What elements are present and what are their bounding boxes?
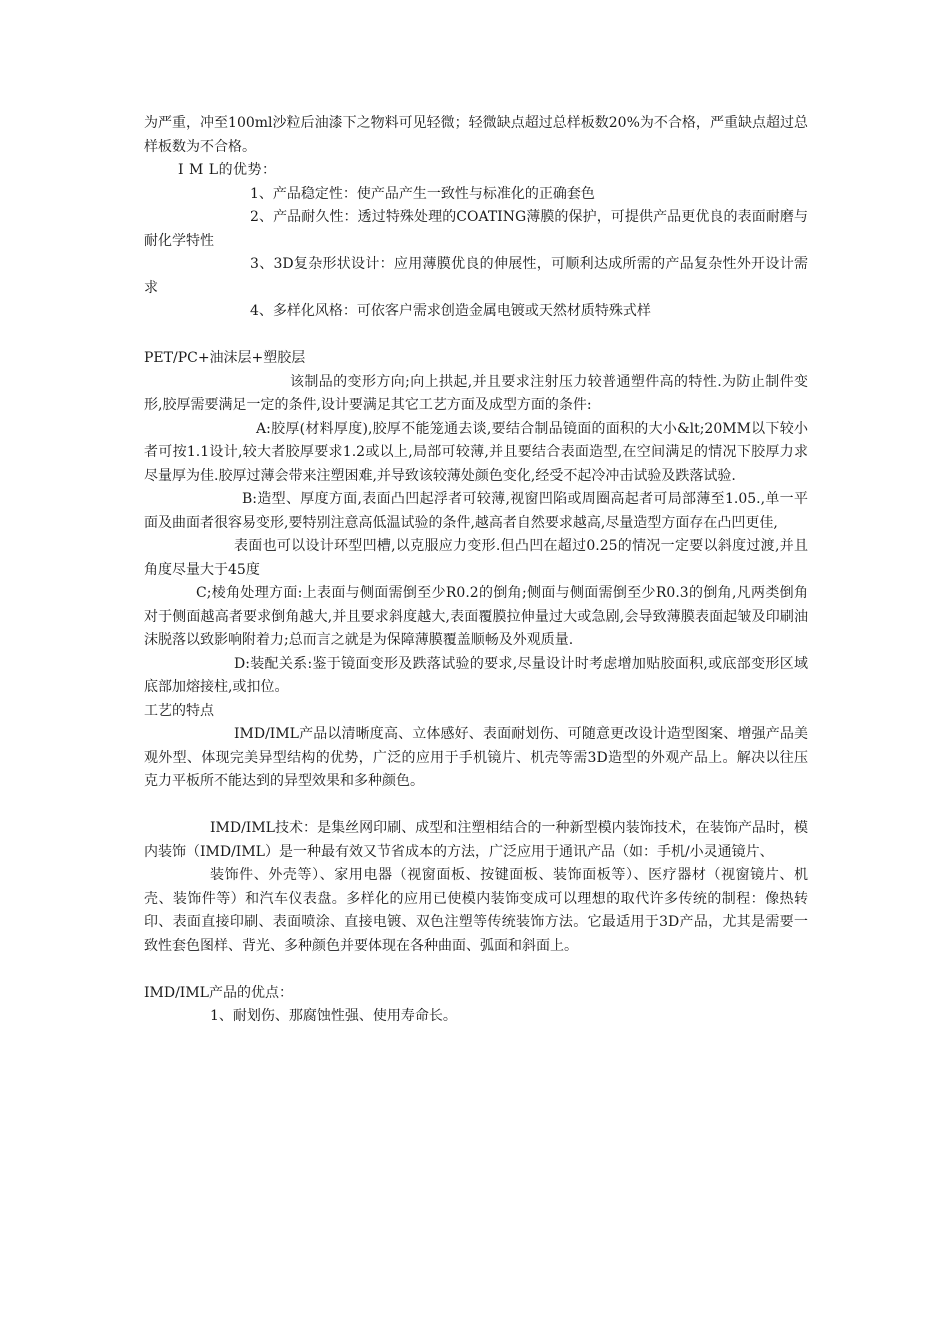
paragraph-shape-b: B:造型、厚度方面,表面凸凹起浮者可较薄,视窗凹陷或周圈高起者可局部薄至1.05.,单一平面及曲面者很容易变形,要特别注意高低温试验的条件,越高者自然要求越高,尽量造型方面存在凸凹更佳,	[144, 491, 808, 531]
paragraph-process-features: IMD/IML产品以清晰度高、立体感好、表面耐划伤、可随意更改设计造型图案、增强产品美观外型、体现完美异型结构的优势，广泛的应用于手机镜片、机壳等需3D造型的外观产品上。解决以往压克力平板所不能达到的异型效果和多种颜色。	[144, 726, 808, 789]
paragraph-corner-c: C;棱角处理方面:上表面与侧面需倒至少R0.2的倒角;侧面与侧面需倒至少R0.3的倒角,凡两类倒角对于侧面越高者要求倒角越大,并且要求斜度越大,表面覆膜拉伸量过大或急剧,会导致薄膜表面起皱及印刷油沫脱落以致影响附着力;总而言之就是为保障薄膜覆盖顺畅及外观质量.	[144, 585, 808, 648]
list-item-3d-shape: 3、3D复杂形状设计：应用薄膜优良的伸展性，可顺利达成所需的产品复杂性外开设计需求	[144, 256, 808, 296]
list-item-stability: 1、产品稳定性：使产品产生一致性与标准化的正确套色	[250, 185, 595, 202]
document-body	[144, 112, 808, 1029]
paragraph-imd-technology: IMD/IML技术：是集丝网印刷、成型和注塑相结合的一种新型模内装饰技术，在装饰产品时，模内装饰（IMD/IML）是一种最有效又节省成本的方法，广泛应用于通讯产品（如：手机/小灵通镜片、	[144, 820, 808, 860]
spacer	[144, 958, 808, 982]
heading-iml-advantages: I M L的优势：	[178, 162, 277, 178]
heading-imd-advantages: IMD/IML产品的优点：	[144, 984, 293, 1001]
heading-process-features: 工艺的特点	[144, 702, 214, 719]
paragraph-groove: 表面也可以设计环型凹槽,以克服应力变形.但凸凹在超过0.25的情况一定要以斜度过渡,并且角度尽量大于45度	[144, 538, 808, 578]
paragraph-assembly-d: D:装配关系:鉴于镜面变形及跌落试验的要求,尽量设计时考虑增加贴胶面积,或底部变形区域底部加熔接柱,或扣位。	[144, 655, 808, 695]
heading-layer-structure: PET/PC+油沫层+塑胶层	[144, 350, 306, 366]
list-item-durability: 2、产品耐久性：透过特殊处理的COATING薄膜的保护，可提供产品更优良的表面耐磨与耐化学特性	[144, 209, 808, 249]
list-item-styles: 4、多样化风格：可依客户需求创造金属电镀或天然材质特殊式样	[250, 303, 651, 319]
spacer	[144, 794, 808, 818]
paragraph-applications: 装饰件、外壳等）、家用电器（视窗面板、按键面板、装饰面板等）、医疗器材（视窗镜片、机壳、装饰件等）和汽车仪表盘。多样化的应用已使模内装饰变成可以理想的取代许多传统的制程：像热转印、表面直接印刷、表面喷涂、直接电镀、双色注塑等传统装饰方法。它最适用于3D产品，尤其是需要一致性套色图样、背光、多种颜色并要体现在各种曲面、弧面和斜面上。	[144, 867, 808, 954]
list-item-scratch-resistance: 1、耐划伤、那腐蚀性强、使用寿命长。	[210, 1008, 457, 1024]
paragraph-deformation: 该制品的变形方向;向上拱起,并且要求注射压力较普通塑件高的特性.为防止制件变形,胶厚需要满足一定的条件,设计要满足其它工艺方面及成型方面的条件:	[144, 373, 808, 413]
paragraph-thickness-a: A:胶厚(材料厚度),胶厚不能笼通去谈,要结合制品镜面的面积的大小&lt;20MM以下较小者可按1.1设计,较大者胶厚要求1.2或以上,局部可较薄,并且要结合表面造型,在空间满足的情况下胶厚力求尽量厚为佳.胶厚过薄会带来注塑困难,并导致该较薄处颜色变化,经受不起冷冲击试验及跌落试验.	[144, 420, 808, 484]
spacer	[144, 324, 808, 348]
paragraph-defect-criteria: 为严重，冲至100ml沙粒后油漆下之物料可见轻微；轻微缺点超过总样板数20%为不合格，严重缺点超过总样板数为不合格。	[144, 115, 808, 155]
